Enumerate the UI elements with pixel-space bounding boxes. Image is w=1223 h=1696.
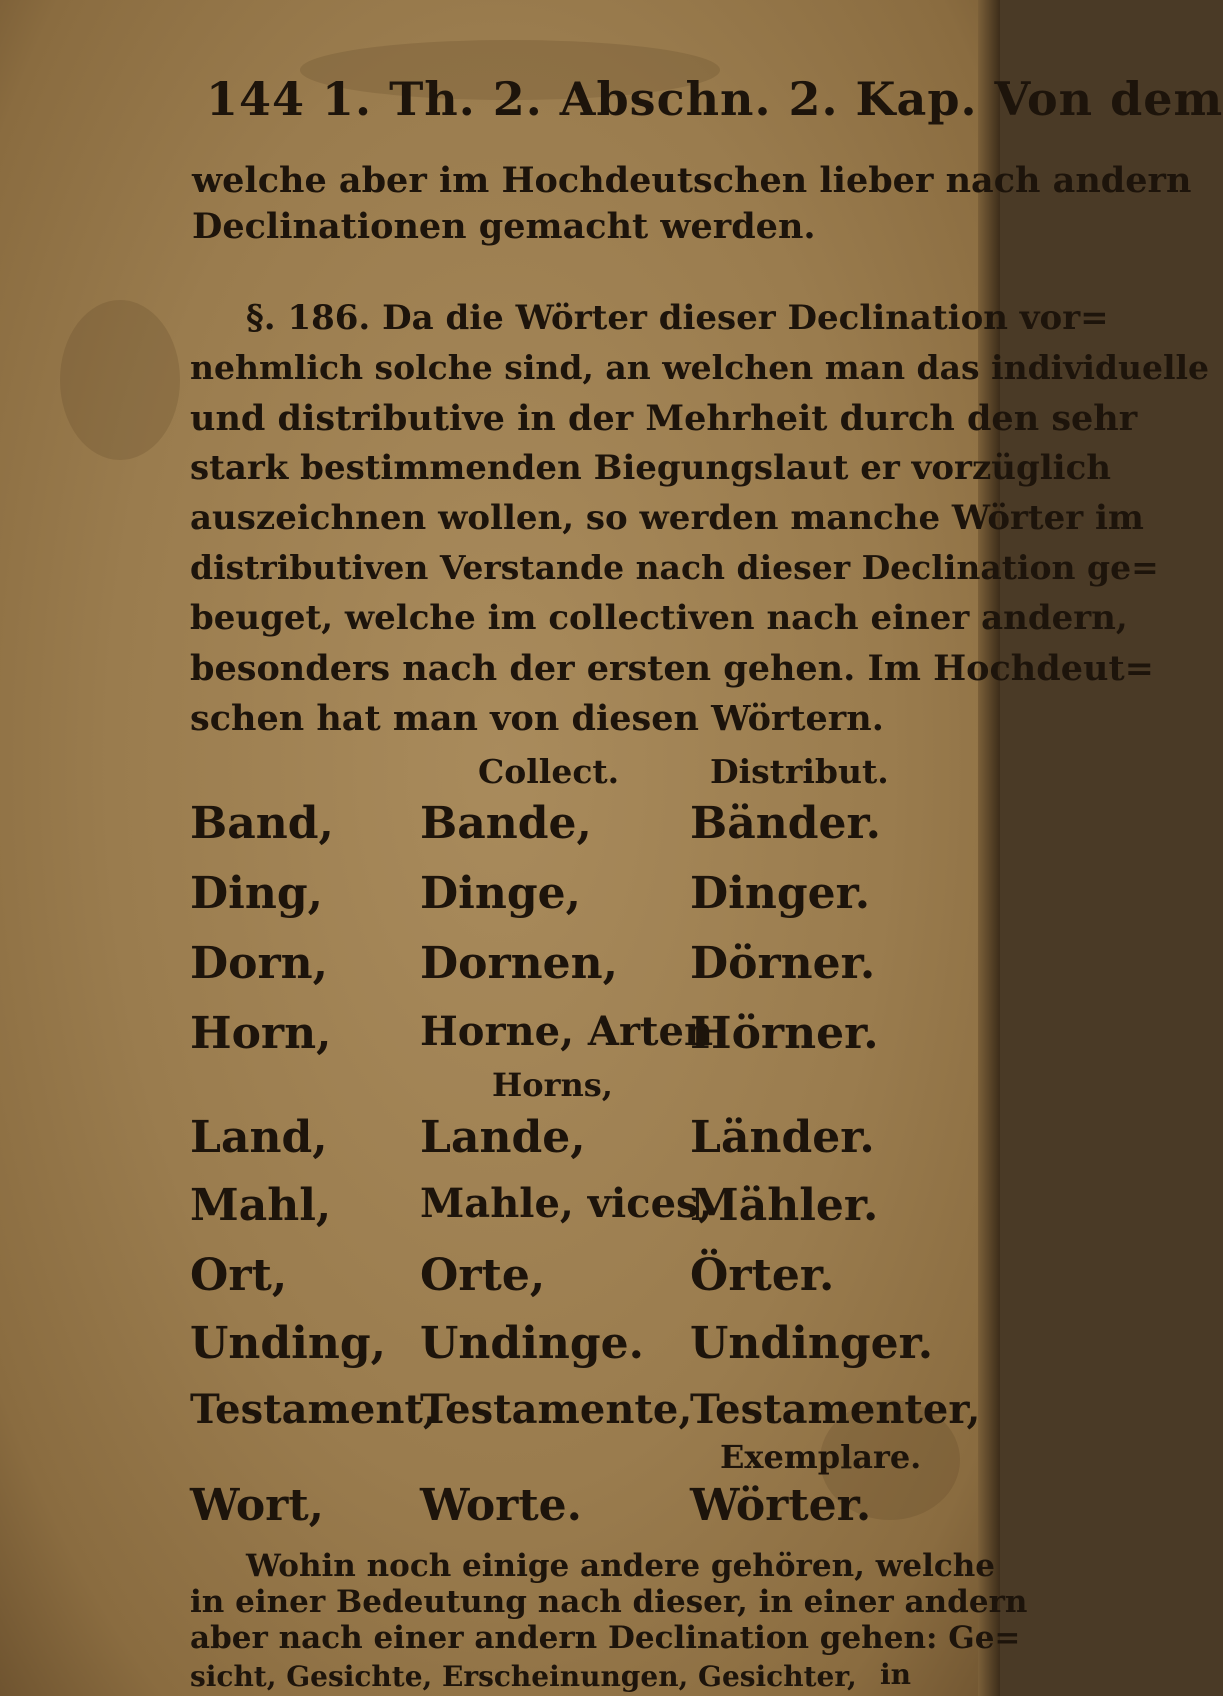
table-cell: Band,: [190, 798, 334, 849]
table-cell: Dornen,: [420, 938, 618, 989]
intro-line: welche aber im Hochdeutschen lieber nach andern: [192, 160, 1192, 201]
table-cell: Mahle, vices,: [420, 1180, 713, 1227]
closing-line: sicht, Gesichte, Erscheinungen, Gesichter,: [190, 1660, 857, 1693]
table-cell: Ding,: [190, 868, 323, 919]
table-cell: Worte.: [420, 1480, 582, 1531]
table-cell: Wort,: [190, 1480, 324, 1531]
table-cell: Horn,: [190, 1008, 332, 1059]
page-edge: [978, 0, 1000, 1696]
table-cell: Dörner.: [690, 938, 876, 989]
paper-stain: [60, 300, 180, 460]
table-cell: Ort,: [190, 1250, 288, 1301]
table-cell: Bande,: [420, 798, 592, 849]
table-cell: Wörter.: [690, 1480, 872, 1531]
table-cell: Dorn,: [190, 938, 328, 989]
closing-line: Wohin noch einige andere gehören, welche: [246, 1548, 996, 1584]
table-cell: Mahl,: [190, 1180, 332, 1231]
column-header-distribut: Distribut.: [710, 752, 889, 791]
paragraph-line: distributiven Verstande nach dieser Declination ge=: [190, 548, 1159, 587]
closing-line: aber nach einer andern Declination gehen: Ge=: [190, 1620, 1021, 1656]
table-cell: Dinger.: [690, 868, 871, 919]
table-cell: Horne, Arten: [420, 1008, 714, 1055]
table-cell: Testament,: [190, 1386, 437, 1433]
table-cell: Land,: [190, 1112, 328, 1163]
table-cell: Bänder.: [690, 798, 881, 849]
table-cell: Orte,: [420, 1250, 546, 1301]
table-cell: Exemplare.: [720, 1438, 922, 1476]
table-cell: Hörner.: [690, 1008, 879, 1059]
paragraph-line: beuget, welche im collectiven nach einer andern,: [190, 598, 1128, 638]
paragraph-line: §. 186. Da die Wörter dieser Declination vor=: [246, 298, 1109, 338]
paragraph-line: schen hat man von diesen Wörtern.: [190, 698, 884, 739]
table-cell: Undinge.: [420, 1318, 644, 1369]
table-cell: Mähler.: [690, 1180, 879, 1231]
paragraph-line: stark bestimmenden Biegungslaut er vorzüglich: [190, 448, 1112, 488]
closing-line: in einer Bedeutung nach dieser, in einer andern: [190, 1584, 1028, 1620]
table-cell: Undinger.: [690, 1318, 934, 1369]
table-cell: Testamente,: [420, 1386, 693, 1433]
intro-line: Declinationen gemacht werden.: [192, 206, 816, 247]
table-cell: Dinge,: [420, 868, 581, 919]
table-cell: Horns,: [492, 1066, 613, 1104]
column-header-collect: Collect.: [478, 752, 620, 791]
table-cell: Unding,: [190, 1318, 386, 1369]
table-cell: Länder.: [690, 1112, 875, 1163]
catchword: in: [880, 1658, 911, 1691]
table-cell: Testamenter,: [690, 1386, 981, 1433]
table-cell: Lande,: [420, 1112, 586, 1163]
running-header: 144 1. Th. 2. Abschn. 2. Kap. Von dem: [206, 72, 1223, 126]
paragraph-line: nehmlich solche sind, an welchen man das individuelle: [190, 348, 1210, 387]
paragraph-line: besonders nach der ersten gehen. Im Hochdeut=: [190, 648, 1154, 689]
paragraph-line: auszeichnen wollen, so werden manche Wörter im: [190, 498, 1144, 538]
paragraph-line: und distributive in der Mehrheit durch den sehr: [190, 398, 1138, 439]
table-cell: Örter.: [690, 1250, 835, 1301]
